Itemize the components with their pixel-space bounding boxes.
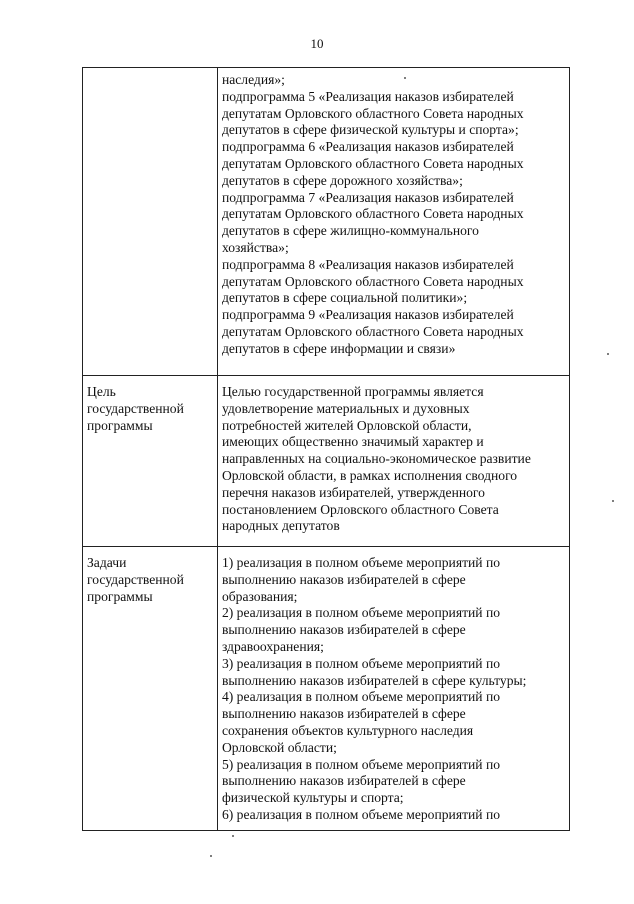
row-value-cell-tasks <box>217 547 569 831</box>
text-line: депутатов в сфере социальной политики»; <box>221 290 468 306</box>
text-line: Целью государственной программы является <box>221 384 484 399</box>
row-value-cell-goal <box>217 376 569 547</box>
text-line: 4) реализация в полном объеме мероприятий по <box>221 689 501 705</box>
text-line: 3) реализация в полном объеме мероприятий по <box>221 655 501 671</box>
text-line: выполнению наказов избирателей в сфере культуры; <box>221 672 527 688</box>
text-line: выполнению наказов избирателей в сфере <box>221 571 466 587</box>
row-label-cell-tasks <box>83 547 218 831</box>
text-line: наследия»; <box>221 72 285 87</box>
row-label-cell-goal <box>83 376 218 547</box>
text-line: 1) реализация в полном объеме мероприятий по <box>221 555 501 570</box>
text-line: депутатов в сфере физической культуры и спорта»; <box>221 122 519 138</box>
text-line: выполнению наказов избирателей в сфере <box>221 706 466 722</box>
scan-speck <box>404 77 406 79</box>
table-row-tasks <box>83 547 570 831</box>
text-line: народных депутатов <box>221 518 340 534</box>
text-line: хозяйства»; <box>221 239 289 255</box>
text-line: программы <box>87 417 153 433</box>
text-line: образования; <box>221 588 298 604</box>
text-line: подпрограмма 6 «Реализация наказов избирателей <box>221 139 514 155</box>
text-line: депутатам Орловского областного Совета народных <box>221 323 524 339</box>
text-line: здравоохранения; <box>221 638 324 654</box>
text-line: подпрограмма 7 «Реализация наказов избирателей <box>221 189 514 205</box>
text-line: 5) реализация в полном объеме мероприятий по <box>221 756 501 772</box>
page-number: 10 <box>310 36 324 51</box>
text-line: депутатов в сфере информации и связи» <box>221 340 456 356</box>
text-line: удовлетворение материальных и духовных <box>221 400 470 416</box>
text-line: направленных на социально-экономическое развитие <box>221 451 531 467</box>
row-value-cell-subprograms <box>217 68 569 376</box>
text-line: государственной <box>87 571 184 587</box>
row-label-cell <box>83 68 218 376</box>
text-line: Задачи <box>87 555 127 570</box>
text-line: имеющих общественно значимый характер и <box>221 434 484 450</box>
text-line: 6) реализация в полном объеме мероприятий по <box>221 806 501 822</box>
text-line: выполнению наказов избирателей в сфере <box>221 622 466 638</box>
text-line: программы <box>87 588 153 604</box>
text-line: физической культуры и спорта; <box>221 790 404 806</box>
text-line: государственной <box>87 400 184 416</box>
text-line: 2) реализация в полном объеме мероприятий по <box>221 605 501 621</box>
text-line: депутатам Орловского областного Совета народных <box>221 155 524 171</box>
scan-speck <box>232 835 234 837</box>
scan-speck <box>607 353 609 355</box>
text-line: потребностей жителей Орловской области, <box>221 417 472 433</box>
table-row-subprograms <box>83 68 570 376</box>
text-line: Орловской области; <box>221 739 337 755</box>
text-line: Цель <box>87 384 116 399</box>
text-line: подпрограмма 8 «Реализация наказов избирателей <box>221 256 514 272</box>
text-line: подпрограмма 9 «Реализация наказов избирателей <box>221 307 514 323</box>
table-row-goal <box>83 376 570 547</box>
text-line: депутатов в сфере жилищно-коммунального <box>221 223 479 239</box>
text-line: выполнению наказов избирателей в сфере <box>221 773 466 789</box>
scan-speck <box>210 855 212 857</box>
text-line: перечня наказов избирателей, утвержденного <box>221 484 485 500</box>
text-line: депутатам Орловского областного Совета народных <box>221 105 524 121</box>
program-passport-table <box>82 67 570 831</box>
text-line: сохранения объектов культурного наследия <box>221 722 474 738</box>
scan-speck <box>612 500 614 502</box>
text-line: депутатам Орловского областного Совета народных <box>221 206 524 222</box>
text-line: Орловской области, в рамках исполнения сводного <box>221 467 518 483</box>
text-line: депутатам Орловского областного Совета народных <box>221 273 524 289</box>
text-line: депутатов в сфере дорожного хозяйства»; <box>221 172 463 188</box>
text-line: постановлением Орловского областного Совета <box>221 501 499 517</box>
text-line: подпрограмма 5 «Реализация наказов избирателей <box>221 88 514 104</box>
